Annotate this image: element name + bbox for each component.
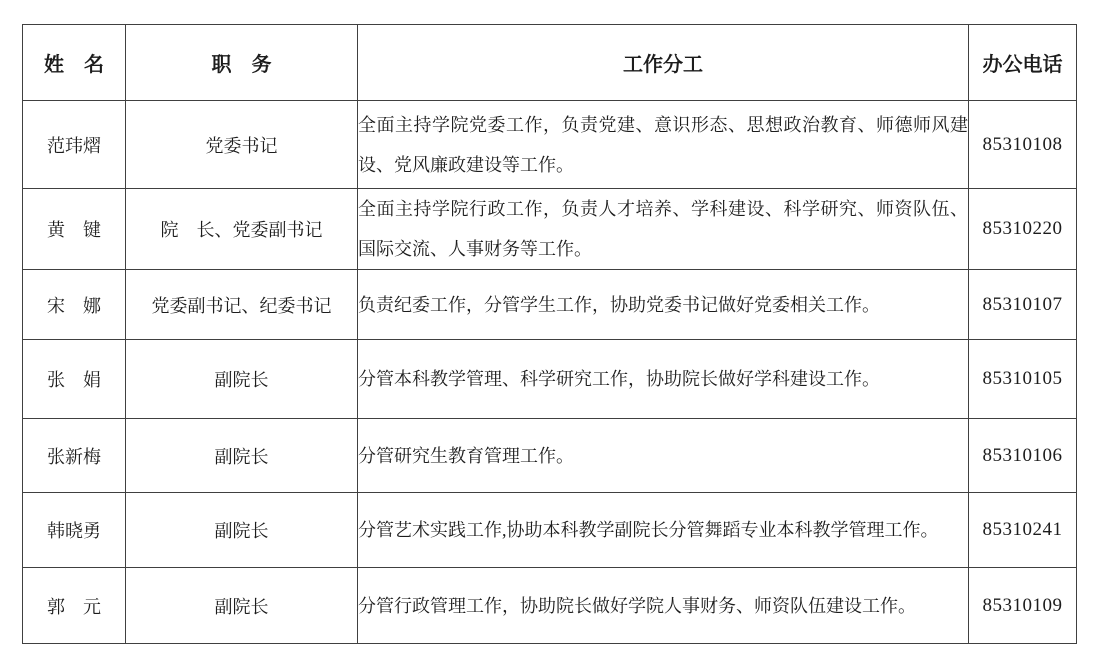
phone-cell: 85310220 bbox=[969, 189, 1077, 270]
duty-cell: 负责纪委工作，分管学生工作，协助党委书记做好党委相关工作。 bbox=[358, 270, 969, 340]
position-cell: 党委副书记、纪委书记 bbox=[126, 270, 358, 340]
duty-cell: 全面主持学院行政工作，负责人才培养、学科建设、科学研究、师资队伍、国际交流、人事财务等工作。 bbox=[358, 189, 969, 270]
position-cell: 副院长 bbox=[126, 568, 358, 644]
name-cell: 范玮熠 bbox=[23, 101, 126, 189]
phone-cell: 85310108 bbox=[969, 101, 1077, 189]
position-cell: 院 长、党委副书记 bbox=[126, 189, 358, 270]
staff-table bbox=[22, 24, 1077, 644]
table-row bbox=[23, 419, 1077, 493]
phone-cell: 85310105 bbox=[969, 340, 1077, 419]
duty-cell: 分管本科教学管理、科学研究工作，协助院长做好学科建设工作。 bbox=[358, 340, 969, 419]
name-cell: 黄 键 bbox=[23, 189, 126, 270]
header-name: 姓 名 bbox=[23, 25, 126, 101]
name-cell: 郭 元 bbox=[23, 568, 126, 644]
name-cell: 宋 娜 bbox=[23, 270, 126, 340]
table-row bbox=[23, 493, 1077, 568]
name-cell: 韩晓勇 bbox=[23, 493, 126, 568]
duty-cell: 分管艺术实践工作,协助本科教学副院长分管舞蹈专业本科教学管理工作。 bbox=[358, 493, 969, 568]
position-cell: 副院长 bbox=[126, 419, 358, 493]
table-row bbox=[23, 568, 1077, 644]
phone-cell: 85310106 bbox=[969, 419, 1077, 493]
phone-cell: 85310109 bbox=[969, 568, 1077, 644]
header-duty: 工作分工 bbox=[358, 25, 969, 101]
header-phone: 办公电话 bbox=[969, 25, 1077, 101]
position-cell: 副院长 bbox=[126, 493, 358, 568]
table-row bbox=[23, 189, 1077, 270]
name-cell: 张新梅 bbox=[23, 419, 126, 493]
duty-cell: 分管研究生教育管理工作。 bbox=[358, 419, 969, 493]
position-cell: 党委书记 bbox=[126, 101, 358, 189]
name-cell: 张 娟 bbox=[23, 340, 126, 419]
table-row bbox=[23, 270, 1077, 340]
header-position: 职 务 bbox=[126, 25, 358, 101]
header-row bbox=[23, 25, 1077, 101]
phone-cell: 85310241 bbox=[969, 493, 1077, 568]
phone-cell: 85310107 bbox=[969, 270, 1077, 340]
table-row bbox=[23, 101, 1077, 189]
table-row bbox=[23, 340, 1077, 419]
position-cell: 副院长 bbox=[126, 340, 358, 419]
duty-cell: 分管行政管理工作，协助院长做好学院人事财务、师资队伍建设工作。 bbox=[358, 568, 969, 644]
duty-cell: 全面主持学院党委工作，负责党建、意识形态、思想政治教育、师德师风建设、党风廉政建设等工作。 bbox=[358, 101, 969, 189]
